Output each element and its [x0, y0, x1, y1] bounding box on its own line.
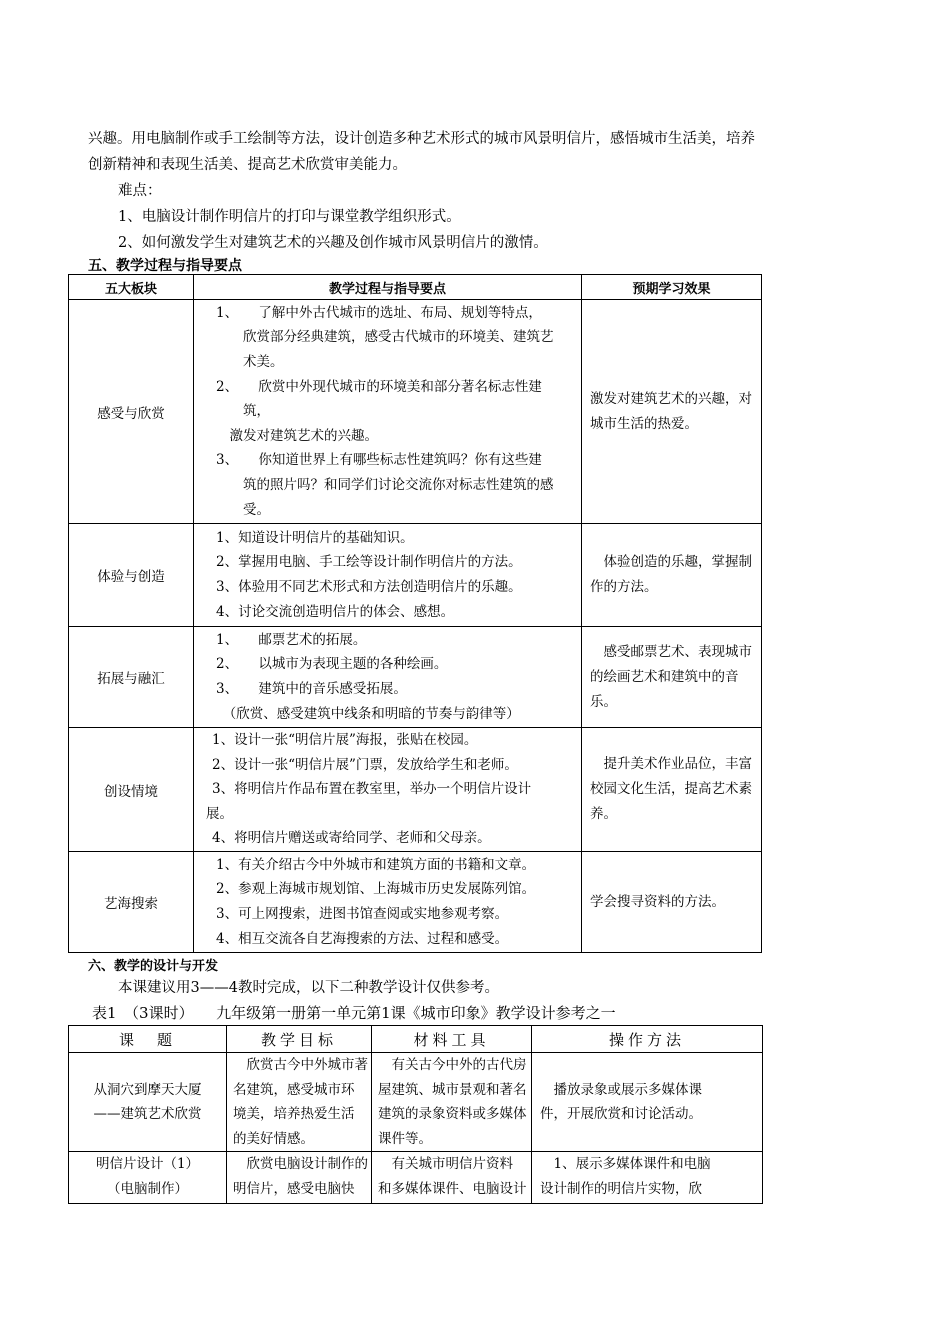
point-line: 2、参观上海城市规划馆、上海城市历史发展陈列馆。 — [216, 881, 536, 898]
table2-caption: 表1 （3课时） 九年级第一册第一单元第1课《城市印象》教学设计参考之一 — [92, 1004, 616, 1022]
method-line: 件，开展欣赏和讨论活动。 — [540, 1106, 702, 1122]
point-line: 1、设计一张“明信片展”海报，张贴在校园。 — [212, 732, 478, 749]
table-row — [69, 300, 762, 524]
lesson-materials — [372, 1053, 532, 1152]
topic-line: （电脑制作） — [107, 1180, 188, 1197]
lesson-goal — [227, 1053, 372, 1152]
point-line: 2、掌握用电脑、手工绘等设计制作明信片的方法。 — [216, 554, 522, 571]
header-method: 操作方法 — [532, 1026, 763, 1053]
header-module: 五大板块 — [69, 275, 194, 300]
table-row — [69, 524, 762, 627]
point-line: 3、 建筑中的音乐感受拓展。 — [216, 681, 407, 697]
process-points — [194, 627, 582, 728]
point-line: 1、 了解中外古代城市的选址、布局、规划等特点， — [216, 304, 542, 321]
process-points — [194, 300, 582, 524]
intro-line-2: 创新精神和表现生活美、提高艺术欣赏审美能力。 — [88, 157, 407, 173]
point-line: 1、知道设计明信片的基础知识。 — [216, 529, 414, 546]
point-line: 筑， — [216, 403, 270, 420]
table-row — [69, 1053, 763, 1152]
lesson-topic — [69, 1053, 227, 1152]
goal-line: 明信片，感受电脑快 — [233, 1180, 355, 1197]
section5-heading: 五、教学过程与指导要点 — [88, 258, 242, 274]
method-line: 设计制作的明信片实物，欣 — [540, 1180, 702, 1197]
method-line: 播放录象或展示多媒体课 — [540, 1081, 702, 1098]
point-line: 2、 以城市为表现主题的各种绘画。 — [216, 656, 448, 673]
lesson-method — [532, 1152, 763, 1204]
materials-line: 有关城市明信片资料 — [378, 1156, 513, 1172]
module-name: 创设情境 — [69, 728, 194, 852]
point-line: 受。 — [216, 501, 270, 518]
table-header-row — [69, 275, 762, 300]
point-line: 筑的照片吗？和同学们讨论交流你对标志性建筑的感 — [216, 476, 554, 493]
difficulty-label: 难点： — [118, 183, 162, 199]
expected-effect: 提升美术作业品位，丰富校园文化生活，提高艺术素养。 — [582, 728, 762, 852]
point-line: 4、讨论交流创造明信片的体会、感想。 — [216, 603, 455, 620]
section6-heading: 六、教学的设计与开发 — [88, 959, 219, 974]
method-line: 1、展示多媒体课件和电脑 — [540, 1156, 711, 1172]
point-line: 2、 欣赏中外现代城市的环境美和部分著名标志性建 — [216, 378, 542, 395]
topic-line: ——建筑艺术欣赏 — [93, 1106, 202, 1122]
module-name: 感受与欣赏 — [69, 300, 194, 524]
expected-effect: 激发对建筑艺术的兴趣，对城市生活的热爱。 — [582, 300, 762, 524]
materials-line: 和多媒体课件、电脑设计 — [378, 1180, 527, 1197]
lesson-method — [532, 1053, 763, 1152]
lesson-materials — [372, 1152, 532, 1204]
point-line: 4、将明信片赠送或寄给同学、老师和父母亲。 — [212, 830, 491, 847]
table-row — [69, 852, 762, 953]
lesson-goal — [227, 1152, 372, 1204]
point-line: 术美。 — [216, 354, 284, 371]
goal-line: 欣赏古今中外城市著 — [233, 1057, 368, 1073]
materials-line: 课件等。 — [378, 1130, 432, 1147]
materials-line: 有关古今中外的古代房 — [378, 1057, 527, 1073]
header-process: 教学过程与指导要点 — [194, 275, 582, 300]
table-row — [69, 728, 762, 852]
point-line: 欣赏部分经典建筑，感受古代城市的环境美、建筑艺 — [216, 329, 554, 346]
module-name: 艺海搜索 — [69, 852, 194, 953]
materials-line: 建筑的录象资料或多媒体 — [378, 1106, 527, 1122]
header-goal: 教学目标 — [227, 1026, 372, 1053]
goal-line: 名建筑，感受城市环 — [233, 1081, 355, 1098]
difficulty-item-2: 2、如何激发学生对建筑艺术的兴趣及创作城市风景明信片的激情。 — [118, 235, 548, 251]
topic-line: 从洞穴到摩天大厦 — [93, 1081, 202, 1098]
header-materials: 材料工具 — [372, 1026, 532, 1053]
point-line: 3、将明信片作品布置在教室里，举办一个明信片设计 — [212, 781, 532, 798]
expected-effect: 体验创造的乐趣，掌握制作的方法。 — [582, 524, 762, 627]
goal-line: 欣赏电脑设计制作的 — [233, 1156, 368, 1172]
materials-line: 屋建筑、城市景观和著名 — [378, 1081, 527, 1098]
process-points — [194, 524, 582, 627]
difficulty-item-1: 1、电脑设计制作明信片的打印与课堂教学组织形式。 — [118, 209, 461, 225]
point-line: 2、设计一张“明信片展”门票，发放给学生和老师。 — [212, 756, 518, 773]
point-line: 3、可上网搜索，进图书馆查阅或实地参观考察。 — [216, 906, 509, 922]
point-line: 3、 你知道世界上有哪些标志性建筑吗？你有这些建 — [216, 452, 542, 469]
table-row — [69, 627, 762, 728]
point-line: 3、体验用不同艺术形式和方法创造明信片的乐趣。 — [216, 579, 522, 595]
point-line: 激发对建筑艺术的兴趣。 — [216, 427, 378, 444]
topic-line: 明信片设计（1） — [95, 1156, 200, 1172]
lesson-topic — [69, 1152, 227, 1204]
module-name: 拓展与融汇 — [69, 627, 194, 728]
teaching-process-table — [68, 274, 762, 953]
intro-line-1: 兴趣。用电脑制作或手工绘制等方法，设计创造多种艺术形式的城市风景明信片，感悟城市生活美，培养 — [88, 131, 755, 147]
table-header-row — [69, 1026, 763, 1053]
goal-line: 境美，培养热爱生活 — [233, 1106, 355, 1122]
lesson-design-table — [68, 1025, 763, 1204]
process-points — [194, 852, 582, 953]
module-name: 体验与创造 — [69, 524, 194, 627]
expected-effect: 感受邮票艺术、表现城市的绘画艺术和建筑中的音乐。 — [582, 627, 762, 728]
header-topic: 课 题 — [69, 1026, 227, 1053]
point-line: （欣赏、感受建筑中线条和明暗的节奏与韵律等） — [216, 705, 520, 722]
point-line: 4、相互交流各自艺海搜索的方法、过程和感受。 — [216, 930, 509, 947]
point-line: 1、 邮票艺术的拓展。 — [216, 631, 367, 648]
header-effect: 预期学习效果 — [582, 275, 762, 300]
expected-effect: 学会搜寻资料的方法。 — [582, 852, 762, 953]
goal-line: 的美好情感。 — [233, 1130, 314, 1147]
table-row — [69, 1152, 763, 1204]
point-line: 1、有关介绍古今中外城市和建筑方面的书籍和文章。 — [216, 856, 536, 873]
section6-note: 本课建议用3——4教时完成，以下二种教学设计仅供参考。 — [118, 980, 499, 996]
point-line: 展。 — [206, 805, 233, 822]
process-points — [194, 728, 582, 852]
